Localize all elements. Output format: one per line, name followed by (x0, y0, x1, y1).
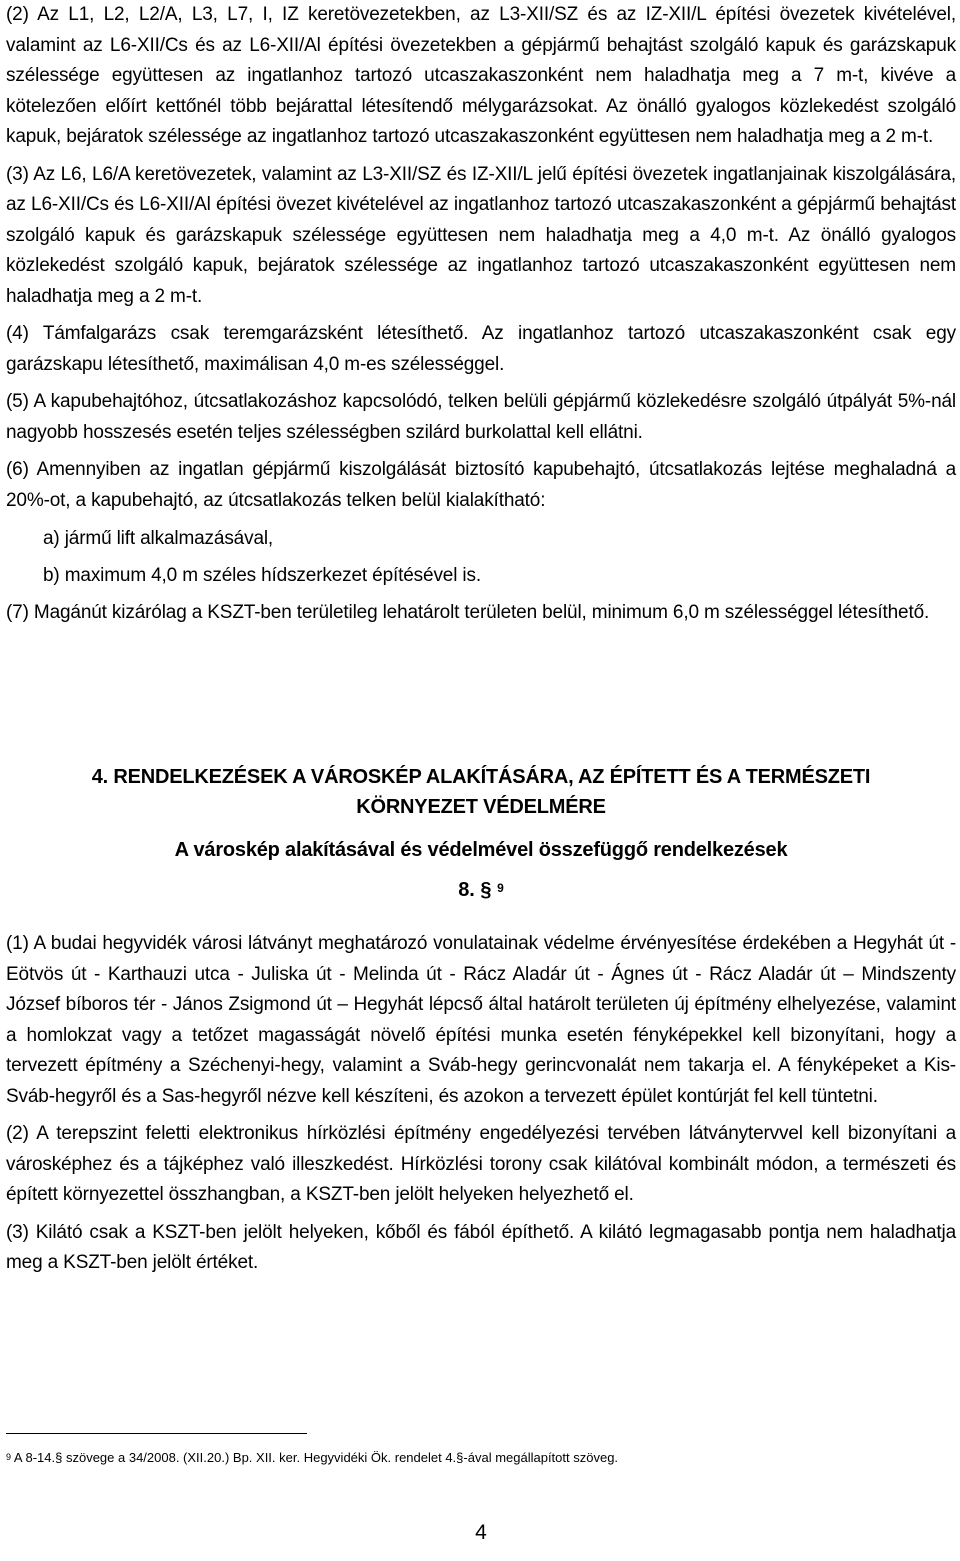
paragraphs-bottom-block (6, 929, 956, 1279)
footnote-text: A 8-14.§ szövege a 34/2008. (XII.20.) Bp. XII. ker. Hegyvidéki Ök. rendelet 4.§-ával megállapított szöveg. (13, 1450, 619, 1465)
document-page (6, 0, 956, 1561)
footnote-marker: 9 (6, 1452, 12, 1462)
paragraph-2: (2) Az L1, L2, L2/A, L3, L7, I, IZ keretövezetekben, az L3-XII/SZ és az IZ-XII/L építési övezetek kivételével, valamint az L6-XII/Cs és az L6-XII/Al építési övezetekben a gépjármű behajtást szolgáló kapuk és garázskapuk szélessége együttesen az ingatlanhoz tartozó utcaszakaszonként nem haladhatja meg a 7 m-t, kivéve a kötelezően előírt kettőnél több bejárattal létesítendő mélygarázsokat. Az önálló gyalogos közlekedést szolgáló kapuk, bejáratok szélessége az ingatlanhoz tartozó utcaszakaszonként együttesen nem haladhatja meg a 2 m-t. (6, 4, 956, 147)
section-title (6, 762, 956, 822)
paragraph-8-1: (1) A budai hegyvidék városi látványt meghatározó vonulatainak védelme érvényesítése érdekében a Hegyhát út - Eötvös út - Karthauzi utca - Juliska út - Melinda út - Rácz Aladár út - Ágnes út - Rácz Aladár út – Mindszenty József bíboros tér - János Zsigmond út – Hegyhát lépcső által határolt területen új építmény elhelyezése, valamint a homlokzat vagy a tetőzet magasságát növelő építési munka esetén fényképekkel kell bizonyítani, hogy a tervezett építmény a Széchenyi-hegy, valamint a Sváb-hegy gerincvonalát nem takarja el. A fényképeket a Kis-Sváb-hegyről és a Sas-hegyről nézve kell készíteni, és azokon a tervezett épület kontúrját fel kell tüntetni. (6, 933, 956, 1107)
paragraph-label-text: 8. § (458, 879, 492, 901)
paragraph-4: (4) Támfalgarázs csak teremgarázsként létesíthető. Az ingatlanhoz tartozó utcaszakaszonként csak egy garázskapu létesíthető, maximálisan 4,0 m-es szélességgel. (6, 323, 956, 375)
footnote-divider (6, 1433, 307, 1434)
list-item-b: b) maximum 4,0 m széles hídszerkezet építésével is. (43, 564, 481, 586)
section-title-line1: 4. RENDELKEZÉSEK A VÁROSKÉP ALAKÍTÁSÁRA, AZ ÉPÍTETT ÉS A TERMÉSZETI (91, 766, 871, 788)
section-title-line2: KÖRNYEZET VÉDELMÉRE (356, 796, 606, 818)
paragraph-label (6, 875, 956, 905)
paragraph-6: (6) Amennyiben az ingatlan gépjármű kiszolgálását biztosító kapubehajtó, útcsatlakozás lejtése meghaladná a 20%-ot, a kapubehajtó, az útcsatlakozás telken belül kialakítható: (6, 459, 956, 511)
paragraph-8-2: (2) A terepszint feletti elektronikus hírközlési építmény engedélyezési tervében látványtervvel kell bizonyítani a városképhez és a tájképhez való illeszkedést. Hírközlési torony csak kilátóval kombinált módon, a természeti és épített környezettel összhangban, a KSZT-ben jelölt helyeken helyezhető el. (6, 1123, 956, 1205)
paragraph-8-3: (3) Kilátó csak a KSZT-ben jelölt helyeken, kőből és fából építhető. A kilátó legmagasabb pontja nem haladhatja meg a KSZT-ben jelölt értéket. (6, 1221, 956, 1273)
section-subtitle: A városkép alakításával és védelmével összefüggő rendelkezések (174, 839, 788, 861)
list-item-a: a) jármű lift alkalmazásával, (43, 528, 274, 549)
paragraph-3: (3) Az L6, L6/A keretövezetek, valamint az L3-XII/SZ és IZ-XII/L jelű építési övezetek ingatlanjainak kiszolgálására, az L6-XII/Cs és L6-XII/Al építési övezet kivételével az ingatlanhoz tartozó utcaszakaszonként a gépjármű behajtást szolgáló kapuk és garázskapuk szélessége együttesen nem haladhatja meg a 4,0 m-t. Az önálló gyalogos közlekedést szolgáló kapuk, bejáratok szélessége az ingatlanhoz tartozó utcaszakaszonként együttesen nem haladhatja meg a 2 m-t. (6, 163, 956, 307)
paragraph-7: (7) Magánút kizárólag a KSZT-ben területileg lehatárolt területen belül, minimum 6,0 m szélességgel létesíthető. (6, 602, 930, 623)
paragraph-5: (5) A kapubehajtóhoz, útcsatlakozáshoz kapcsolódó, telken belüli gépjármű közlekedésre szolgáló útpályát 5%-nál nagyobb hosszesés esetén teljes szélességben szilárd burkolattal kell ellátni. (6, 391, 956, 443)
footnote-reference[interactable]: 9 (497, 881, 504, 895)
paragraphs-top-block (6, 0, 956, 629)
footnote (6, 1449, 618, 1467)
page-number: 4 (475, 1521, 487, 1544)
